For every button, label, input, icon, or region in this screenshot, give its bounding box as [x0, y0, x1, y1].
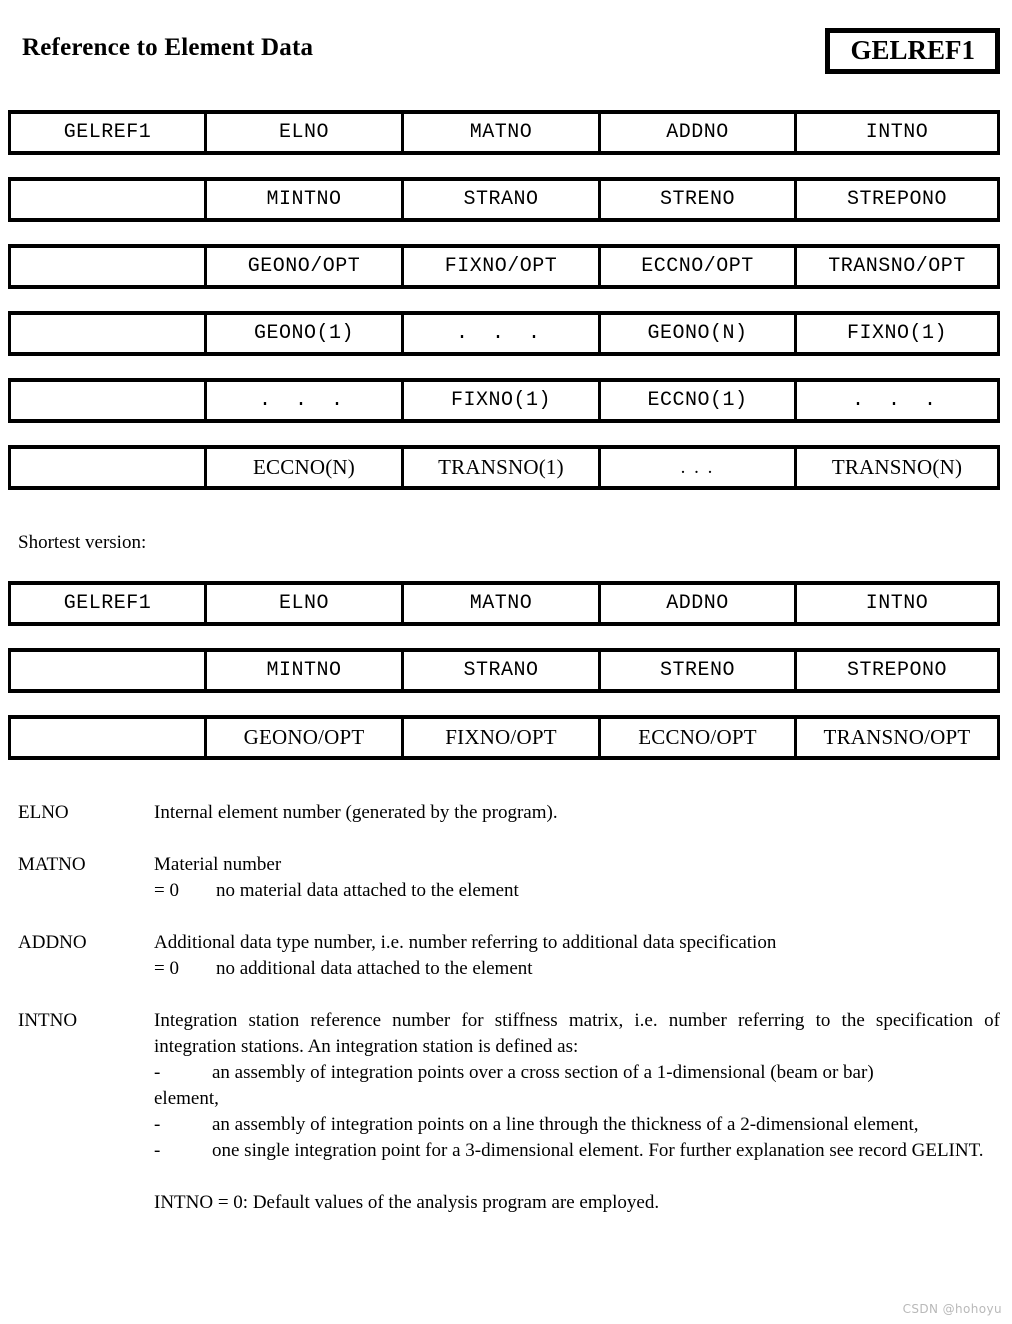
table-cell: FIXNO/OPT	[404, 719, 601, 756]
table-cell: FIXNO(1)	[404, 382, 601, 419]
table-cell: ECCNO/OPT	[601, 719, 797, 756]
definition-bullet-1-tail: element,	[154, 1088, 219, 1109]
definition-body-matno	[154, 852, 1012, 904]
table-row	[8, 378, 1000, 423]
table-cell: GELREF1	[11, 585, 207, 622]
table-cell: ELNO	[207, 585, 404, 622]
table-cell: STREPONO	[846, 659, 947, 682]
table-cell: ECCNO/OPT	[601, 248, 797, 285]
table-cell: MATNO	[404, 585, 601, 622]
table-cell	[11, 315, 207, 352]
table-cell: ADDNO	[601, 114, 797, 151]
definition-subline-key: = 0	[154, 880, 179, 901]
table-cell	[11, 248, 207, 285]
table-row	[8, 648, 1000, 693]
page-title: Reference to Element Data	[22, 34, 314, 61]
definition-subline	[154, 878, 1000, 904]
definition-term-intno: INTNO	[18, 1010, 78, 1031]
table-cell: TRANSNO/OPT	[828, 255, 966, 278]
definition-term-matno: MATNO	[18, 854, 86, 875]
table-cell: GEONO(N)	[601, 315, 797, 352]
table-row	[8, 715, 1000, 760]
record-name-badge: GELREF1	[825, 28, 1000, 74]
definition-matno	[0, 852, 1012, 904]
definition-body-addno	[154, 930, 1012, 982]
table-cell	[601, 449, 797, 486]
table-cell: GEONO(1)	[207, 315, 404, 352]
table-row	[8, 311, 1000, 356]
table-cell: MATNO	[404, 114, 601, 151]
definition-bullet-text: one single integration point for a 3-dimensional element. For further explanation see record GELINT.	[212, 1140, 984, 1161]
table-cell: STRANO	[404, 181, 601, 218]
table-cell: STREPONO	[846, 188, 947, 211]
table-cell	[11, 652, 207, 689]
table-cell: GELREF1	[11, 114, 207, 151]
table-row	[8, 177, 1000, 222]
definition-bullet-2	[154, 1112, 1000, 1138]
bullet-dash-icon: -	[154, 1140, 161, 1161]
table-cell	[11, 382, 207, 419]
definition-subline-key: = 0	[154, 958, 179, 979]
watermark: CSDN @hohoyu	[902, 1302, 1002, 1316]
table-cell: INTNO	[865, 121, 929, 144]
definition-addno	[0, 930, 1012, 982]
table-row	[8, 445, 1000, 490]
definition-text: Internal element number (generated by the program).	[154, 802, 558, 823]
table-cell: MINTNO	[207, 181, 404, 218]
table-cell: STRENO	[601, 652, 797, 689]
table-cell: STRANO	[404, 652, 601, 689]
table-cell: GEONO/OPT	[207, 719, 404, 756]
table-cell: FIXNO(1)	[846, 322, 947, 345]
table-row	[8, 110, 1000, 155]
document-header	[0, 26, 1012, 86]
definition-subline-value: no additional data attached to the element	[216, 958, 533, 979]
table-cell: ADDNO	[601, 585, 797, 622]
definition-bullet-text: an assembly of integration points over a cross section of a 1-dimensional (beam or bar)	[212, 1062, 874, 1083]
definition-intno	[0, 1008, 1012, 1216]
table-cell: ECCNO(1)	[601, 382, 797, 419]
table-cell	[207, 382, 404, 419]
table-cell: FIXNO/OPT	[404, 248, 601, 285]
definition-bullet-text: an assembly of integration points on a line through the thickness of a 2-dimensional element,	[212, 1114, 919, 1135]
shortest-version-label: Shortest version:	[18, 532, 147, 553]
table-cell: TRANSNO(1)	[404, 449, 601, 486]
definition-bullet-1	[154, 1060, 1000, 1086]
table-cell	[11, 181, 207, 218]
table-cell: INTNO	[865, 592, 929, 615]
definition-closing-note: INTNO = 0: Default values of the analysis program are employed.	[154, 1192, 660, 1213]
definition-text: Integration station reference number for stiffness matrix, i.e. number referring to the specification of integration stations. An integration station is defined as:	[154, 1010, 1000, 1057]
table-cell: GEONO/OPT	[207, 248, 404, 285]
table-row	[8, 581, 1000, 626]
table-cell: ECCNO(N)	[207, 449, 404, 486]
ellipsis-icon: . . .	[680, 456, 715, 478]
table-cell	[11, 449, 207, 486]
definition-bullet-3	[154, 1138, 1000, 1164]
definition-term-elno: ELNO	[18, 802, 69, 823]
definition-term-addno: ADDNO	[18, 932, 87, 953]
bullet-dash-icon: -	[154, 1114, 161, 1135]
table-cell: ELNO	[207, 114, 404, 151]
table-cell: MINTNO	[207, 652, 404, 689]
definitions-list	[0, 800, 1012, 1216]
ellipsis-icon: . . .	[455, 322, 546, 345]
definition-body-elno	[154, 800, 1012, 826]
table-row	[8, 244, 1000, 289]
definition-body-intno	[154, 1008, 1012, 1216]
definition-elno	[0, 800, 1012, 826]
definition-text: Additional data type number, i.e. number referring to additional data specification	[154, 932, 777, 953]
ellipsis-icon: . . .	[258, 389, 349, 412]
table-cell	[11, 719, 207, 756]
bullet-dash-icon: -	[154, 1062, 161, 1083]
table-cell	[404, 315, 601, 352]
definition-subline-value: no material data attached to the element	[216, 880, 519, 901]
table-cell	[797, 382, 997, 419]
table-cell: STRENO	[601, 181, 797, 218]
definition-subline	[154, 956, 1000, 982]
definition-text: Material number	[154, 854, 282, 875]
ellipsis-icon: . . .	[851, 389, 942, 412]
table-cell: TRANSNO/OPT	[823, 725, 971, 749]
table-cell: TRANSNO(N)	[831, 455, 963, 479]
